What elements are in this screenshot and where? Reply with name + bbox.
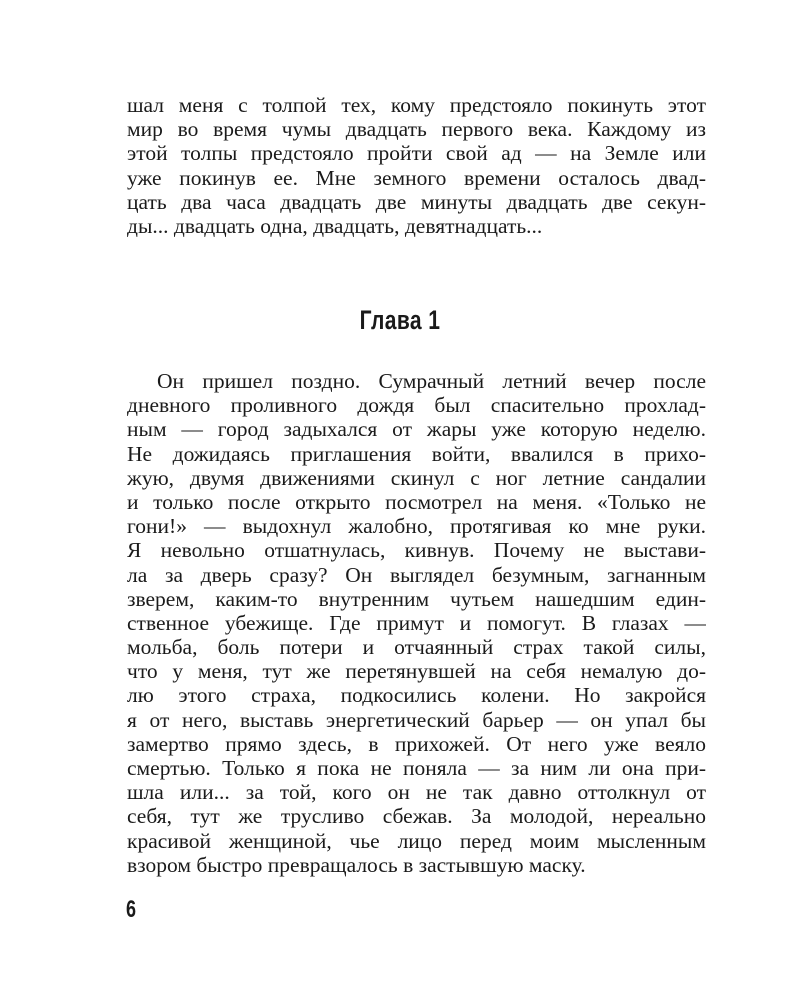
chapter-heading: Глава 1 bbox=[359, 305, 441, 335]
text-line: смертью. Только я пока не поняла — за ним ли она при- bbox=[127, 756, 706, 780]
text-line: и только после открыто посмотрел на меня. «Только не bbox=[127, 489, 706, 514]
text-line: ла за дверь сразу? Он выглядел безумным, загнанным bbox=[127, 562, 706, 587]
text-line: дневного проливного дождя был спасительно прохлад- bbox=[127, 393, 706, 418]
text-line: гони!» — выдохнул жалобно, протягивая ко мне руки. bbox=[127, 514, 706, 539]
text-line: ды... двадцать одна, двадцать, девятнадцать... bbox=[127, 213, 543, 238]
previous-section-text bbox=[127, 93, 706, 238]
text-line: что у меня, тут же перетянувшей на себя немалую до- bbox=[127, 659, 706, 684]
chapter-paragraph bbox=[127, 369, 706, 877]
text-line: уже покинув ее. Мне земного времени осталось двад- bbox=[127, 165, 706, 190]
text-line: я от него, выставь энергетический барьер — он упал бы bbox=[127, 707, 706, 732]
text-line: взором быстро превращалось в застывшую маску. bbox=[127, 852, 586, 877]
text-line: шал меня с толпой тех, кому предстояло покинуть этот bbox=[127, 93, 706, 117]
text-line: мир во время чумы двадцать первого века. Каждому из bbox=[127, 117, 706, 142]
text-line: мольба, боль потери и отчаянный страх такой силы, bbox=[127, 635, 706, 660]
text-line: этой толпы предстояло пройти свой ад — на Земле или bbox=[127, 141, 706, 166]
text-line: Он пришел поздно. Сумрачный летний вечер после bbox=[157, 369, 706, 393]
text-line: себя, тут же трусливо сбежав. За молодой, нереально bbox=[127, 804, 706, 829]
text-line: ным — город задыхался от жары уже которую неделю. bbox=[127, 417, 706, 442]
text-line: зверем, каким-то внутренним чутьем нашедшим един- bbox=[127, 586, 706, 611]
text-line: красивой женщиной, чье лицо перед моим мысленным bbox=[127, 828, 706, 853]
text-line: лю этого страха, подкосились колени. Но закройся bbox=[127, 683, 706, 708]
text-line: Я невольно отшатнулась, кивнув. Почему не выстави- bbox=[127, 538, 706, 563]
text-line: Не дожидаясь приглашения войти, ввалился в прихо- bbox=[127, 441, 706, 466]
page-number: 6 bbox=[126, 896, 137, 923]
text-line: шла или... за той, кого он не так давно оттолкнул от bbox=[127, 780, 706, 805]
text-line: цать два часа двадцать две минуты двадцать две секун- bbox=[127, 189, 706, 214]
text-line: замертво прямо здесь, в прихожей. От него уже веяло bbox=[127, 731, 706, 756]
text-line: ственное убежище. Где примут и помогут. В глазах — bbox=[127, 610, 706, 635]
text-line: жую, двумя движениями скинул с ног летние сандалии bbox=[127, 465, 706, 490]
